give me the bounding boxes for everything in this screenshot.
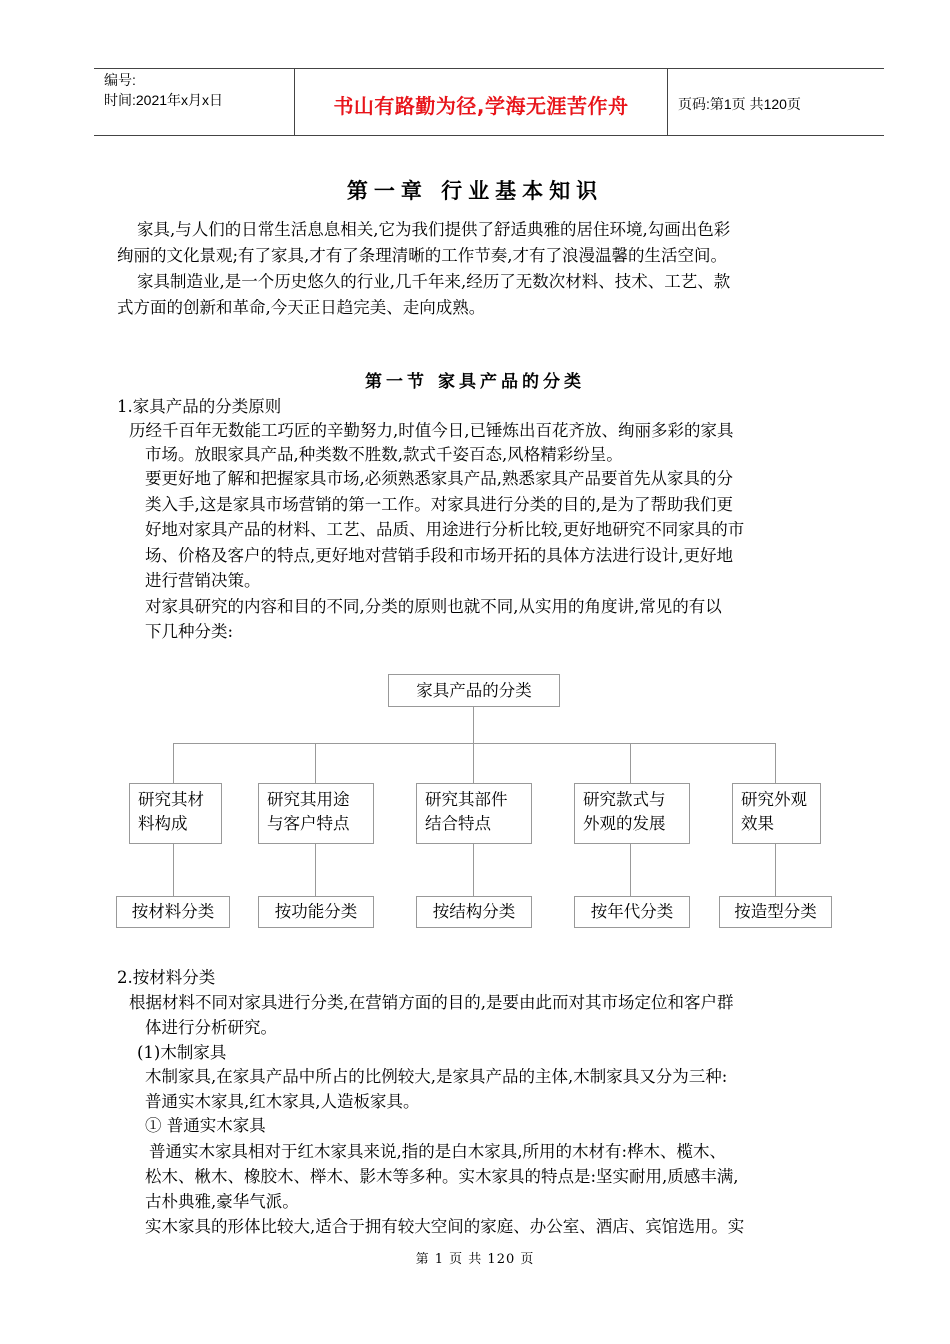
diagram-middle-text: 与客户特点 [267, 814, 350, 833]
intro-line: 绚丽的文化景观;有了家具,才有了条理清晰的工作节奏,才有了浪漫温馨的生活空间。 [117, 246, 728, 265]
sec2-line: 普通实木家具相对于红木家具来说,指的是白木家具,所用的木材有:桦木、榄木、 [149, 1142, 727, 1161]
diagram-middle-text: 效果 [741, 814, 774, 833]
diagram-middle-text: 外观的发展 [583, 814, 666, 833]
diagram-middle-text: 研究款式与 [583, 790, 666, 809]
doc-number-label: 编号: [104, 72, 136, 88]
diagram-middle-box [416, 783, 532, 844]
diagram-bottom-box [416, 896, 532, 928]
diagram-bottom-box [258, 896, 374, 928]
section-title: 第一节 家具产品的分类 [365, 372, 585, 392]
sec1-line: 要更好地了解和把握家具市场,必须熟悉家具产品,熟悉家具产品要首先从家具的分 [145, 469, 733, 488]
connector [630, 844, 631, 896]
diagram-bottom-label: 按材料分类 [131, 902, 215, 921]
sec2-line: 松木、楸木、橡胶木、榉木、影木等多种。实木家具的特点是:坚实耐用,质感丰满, [145, 1167, 739, 1186]
time-label: 时间:2021年x月x日 [104, 92, 224, 108]
diagram-middle-text: 研究其用途 [267, 790, 350, 809]
sec2-line: ① 普通实木家具 [145, 1116, 266, 1135]
sec2-heading: 2.按材料分类 [117, 968, 216, 987]
intro-line: 式方面的创新和革命,今天正日趋完美、走向成熟。 [117, 298, 486, 317]
header-motto: 书山有路勤为径,学海无涯苦作舟 [333, 94, 629, 118]
sec1-line: 市场。放眼家具产品,种类数不胜数,款式千姿百态,风格精彩纷呈。 [145, 445, 623, 464]
diagram-middle-text: 料构成 [138, 814, 188, 833]
diagram-middle-text: 研究外观 [741, 790, 807, 809]
sec2-line: (1)木制家具 [137, 1043, 227, 1062]
connector [473, 707, 474, 744]
sec2-line: 实木家具的形体比较大,适合于拥有较大空间的家庭、办公室、酒店、宾馆选用。实 [145, 1217, 745, 1236]
diagram-middle-box [129, 783, 222, 844]
connector [173, 743, 776, 744]
diagram-bottom-box [574, 896, 690, 928]
header-divider-1 [294, 68, 295, 136]
diagram-middle-box [732, 783, 821, 844]
sec1-heading: 1.家具产品的分类原则 [117, 397, 282, 416]
diagram-middle-box [574, 783, 690, 844]
intro-line: 家具制造业,是一个历史悠久的行业,几千年来,经历了无数次材料、技术、工艺、款 [137, 272, 731, 291]
chapter-title: 第一章 行业基本知识 [346, 178, 604, 203]
diagram-bottom-label: 按功能分类 [274, 902, 358, 921]
connector [473, 743, 474, 783]
diagram-root-box [388, 674, 560, 707]
header-divider-2 [667, 68, 668, 136]
header-bottom-rule [94, 135, 884, 136]
connector [315, 844, 316, 896]
intro-line: 家具,与人们的日常生活息息相关,它为我们提供了舒适典雅的居住环境,勾画出色彩 [137, 220, 731, 239]
diagram-middle-box [258, 783, 374, 844]
sec2-line: 古朴典雅,豪华气派。 [145, 1192, 299, 1211]
connector [775, 844, 776, 896]
sec1-line: 场、价格及客户的特点,更好地对营销手段和市场开拓的具体方法进行设计,更好地 [145, 546, 733, 565]
diagram-middle-text: 研究其部件 [425, 790, 508, 809]
sec1-line: 好地对家具产品的材料、工艺、品质、用途进行分析比较,更好地研究不同家具的市 [145, 520, 745, 539]
sec1-line: 历经千百年无数能工巧匠的辛勤努力,时值今日,已锤炼出百花齐放、绚丽多彩的家具 [129, 421, 734, 440]
connector [630, 743, 631, 783]
page-footer: 第 1 页 共 120 页 [415, 1252, 535, 1267]
sec1-line: 进行营销决策。 [145, 571, 261, 590]
connector [775, 743, 776, 783]
diagram-middle-text: 结合特点 [425, 814, 491, 833]
diagram-middle-text: 研究其材 [138, 790, 204, 809]
diagram-bottom-label: 按结构分类 [432, 902, 516, 921]
sec2-line: 木制家具,在家具产品中所占的比例较大,是家具产品的主体,木制家具又分为三种: [145, 1067, 728, 1086]
diagram-bottom-label: 按年代分类 [590, 902, 674, 921]
connector [173, 844, 174, 896]
header-meta [104, 70, 294, 110]
sec2-line: 普通实木家具,红木家具,人造板家具。 [145, 1092, 420, 1111]
sec1-line: 下几种分类: [145, 622, 234, 641]
connector [315, 743, 316, 783]
diagram-bottom-label: 按造型分类 [734, 902, 817, 921]
diagram-bottom-box [719, 896, 832, 928]
sec2-line: 根据材料不同对家具进行分类,在营销方面的目的,是要由此而对其市场定位和客户群 [129, 993, 734, 1012]
header-page-info: 页码:第1页 共120页 [678, 96, 801, 112]
sec2-line: 体进行分析研究。 [145, 1018, 277, 1037]
header-top-rule [94, 68, 884, 69]
diagram-root-label: 家具产品的分类 [416, 681, 532, 700]
sec1-line: 类入手,这是家具市场营销的第一工作。对家具进行分类的目的,是为了帮助我们更 [145, 495, 733, 514]
connector [473, 844, 474, 896]
sec1-line: 对家具研究的内容和目的不同,分类的原则也就不同,从实用的角度讲,常见的有以 [145, 597, 722, 616]
connector [173, 743, 174, 783]
diagram-bottom-box [116, 896, 230, 928]
